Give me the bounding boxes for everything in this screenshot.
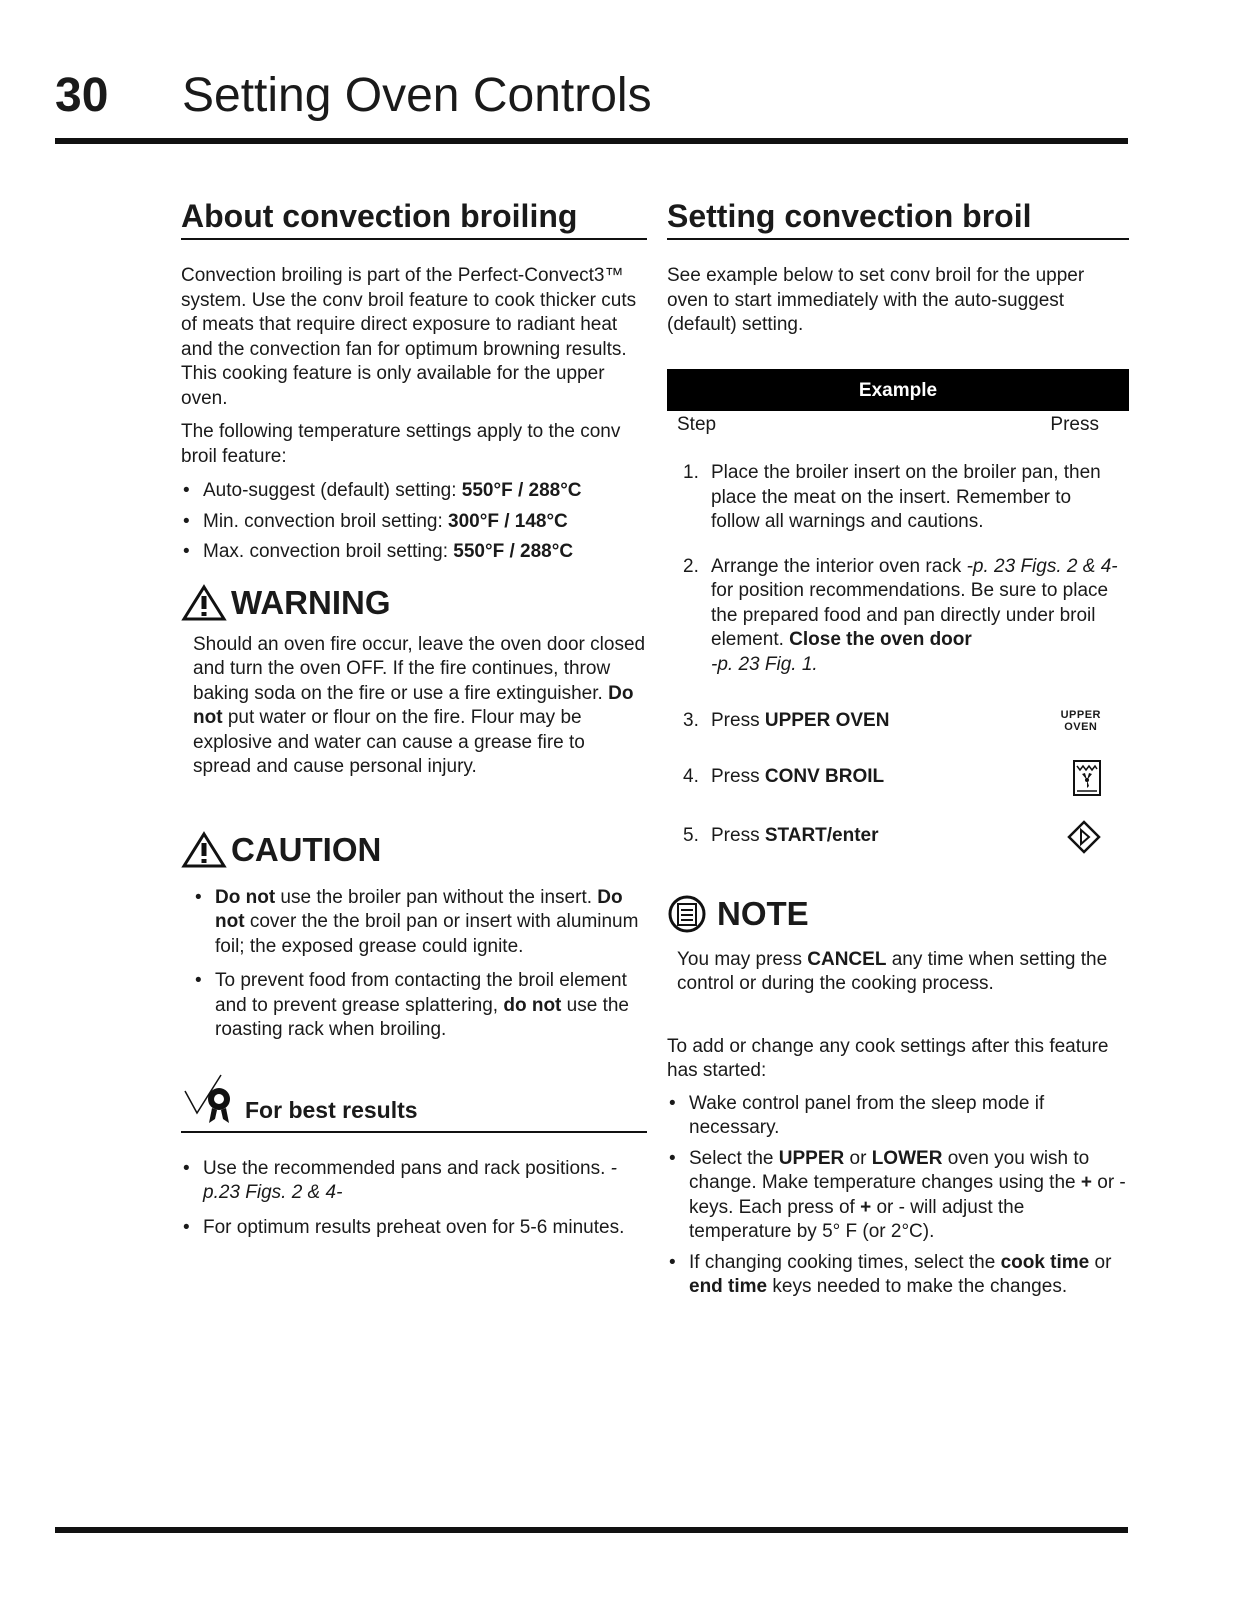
example-bar: Example [667,369,1129,411]
press-column-label: Press [1050,413,1099,435]
steps-list [667,461,1129,677]
best-results-header [181,1073,647,1133]
temp-intro-paragraph: The following temperature settings apply to the conv broil feature: [181,421,621,467]
step-item: 2. Arrange the interior oven rack -p. 23 Figs. 2 & 4- for position recommendations. Be sure to place the prepared food and pan directly under broil element. Close the oven door -p. 23 Fig. 1. [683,555,1118,675]
change-settings-intro: To add or change any cook settings after this feature has started: [667,1035,1109,1081]
step-item: 3. Press UPPER OVEN UPPER OVEN [683,709,1101,734]
page-title: Setting Oven Controls [182,69,652,122]
start-enter-key-icon [1067,820,1101,854]
list-item: • Auto-suggest (default) setting: 550°F / 288°C [181,479,647,504]
bottom-rule [55,1527,1128,1533]
note-header [667,894,1129,934]
top-rule [55,138,1128,144]
step-item: 5. Press START/enter [667,820,1129,854]
warning-title: WARNING [231,583,391,621]
conv-broil-key-icon [1073,760,1101,796]
note-icon [667,894,707,934]
list-item: • For optimum results preheat oven for 5-6 minutes. [181,1216,647,1241]
best-results-list [181,1157,647,1241]
about-intro-paragraph: Convection broiling is part of the Perfect-Convect3™ system. Use the conv broil feature to cook thicker cuts of meats that require direct exposure to radiant heat and the convection fan for optimum browning results. This cooking feature is only available for the upper oven. [181,265,637,409]
left-column [181,196,647,1240]
step-item: 1. Place the broiler insert on the broiler pan, then place the meat on the insert. Remember to follow all warnings and cautions. [683,462,1101,532]
note-text: You may press CANCEL any time when setting the control or during the cooking process. [677,948,1108,994]
list-item: • Use the recommended pans and rack positions. -p.23 Figs. 2 & 4- [181,1157,647,1206]
list-item: • If changing cooking times, select the cook time or end time keys needed to make the changes. [667,1251,1129,1300]
setting-convection-broil-heading: Setting convection broil [667,196,1129,240]
step-item: 4. Press CONV BROIL [667,760,1129,796]
list-item: • Select the UPPER or LOWER oven you wish to change. Make temperature changes using the + or - keys. Each press of + or - will adjust the temperature by 5° F (or 2°C). [667,1147,1129,1245]
step-press-header [667,413,1129,438]
note-title: NOTE [717,894,809,932]
list-item: • Wake control panel from the sleep mode if necessary. [667,1092,1129,1141]
award-ribbon-icon [181,1073,239,1125]
list-item: • Min. convection broil setting: 300°F / 148°C [181,510,647,535]
upper-oven-key: UPPER OVEN [1060,709,1101,734]
list-item: • Max. convection broil setting: 550°F / 288°C [181,540,647,565]
temp-settings-list [181,479,647,565]
right-column [667,196,1129,1300]
about-convection-broiling-heading: About convection broiling [181,196,647,240]
warning-text: Should an oven fire occur, leave the oven door closed and turn the oven OFF. If the fire continues, throw baking soda on the fire or use a fire extinguisher. Do not put water or flour on the fire. Flour may be explosive and water can cause a grease fire to spread and cause personal injury. [193,633,646,777]
warning-triangle-icon [181,584,227,622]
best-results-title: For best results [245,1097,418,1123]
list-item: • To prevent food from contacting the broil element and to prevent grease splattering, do not use the roasting rack when broiling. [193,969,647,1043]
caution-title: CAUTION [231,830,382,868]
caution-header [181,830,647,870]
change-settings-list [667,1092,1129,1300]
caution-triangle-icon [181,831,227,869]
caution-list [193,886,647,1043]
list-item: • Do not use the broiler pan without the insert. Do not cover the the broil pan or insert with aluminum foil; the exposed grease could ignite. [193,886,647,960]
setting-intro-paragraph: See example below to set conv broil for the upper oven to start immediately with the auto-suggest (default) setting. [667,265,1085,335]
warning-header [181,583,647,623]
step-column-label: Step [677,413,717,435]
page-number: 30 [55,69,109,122]
